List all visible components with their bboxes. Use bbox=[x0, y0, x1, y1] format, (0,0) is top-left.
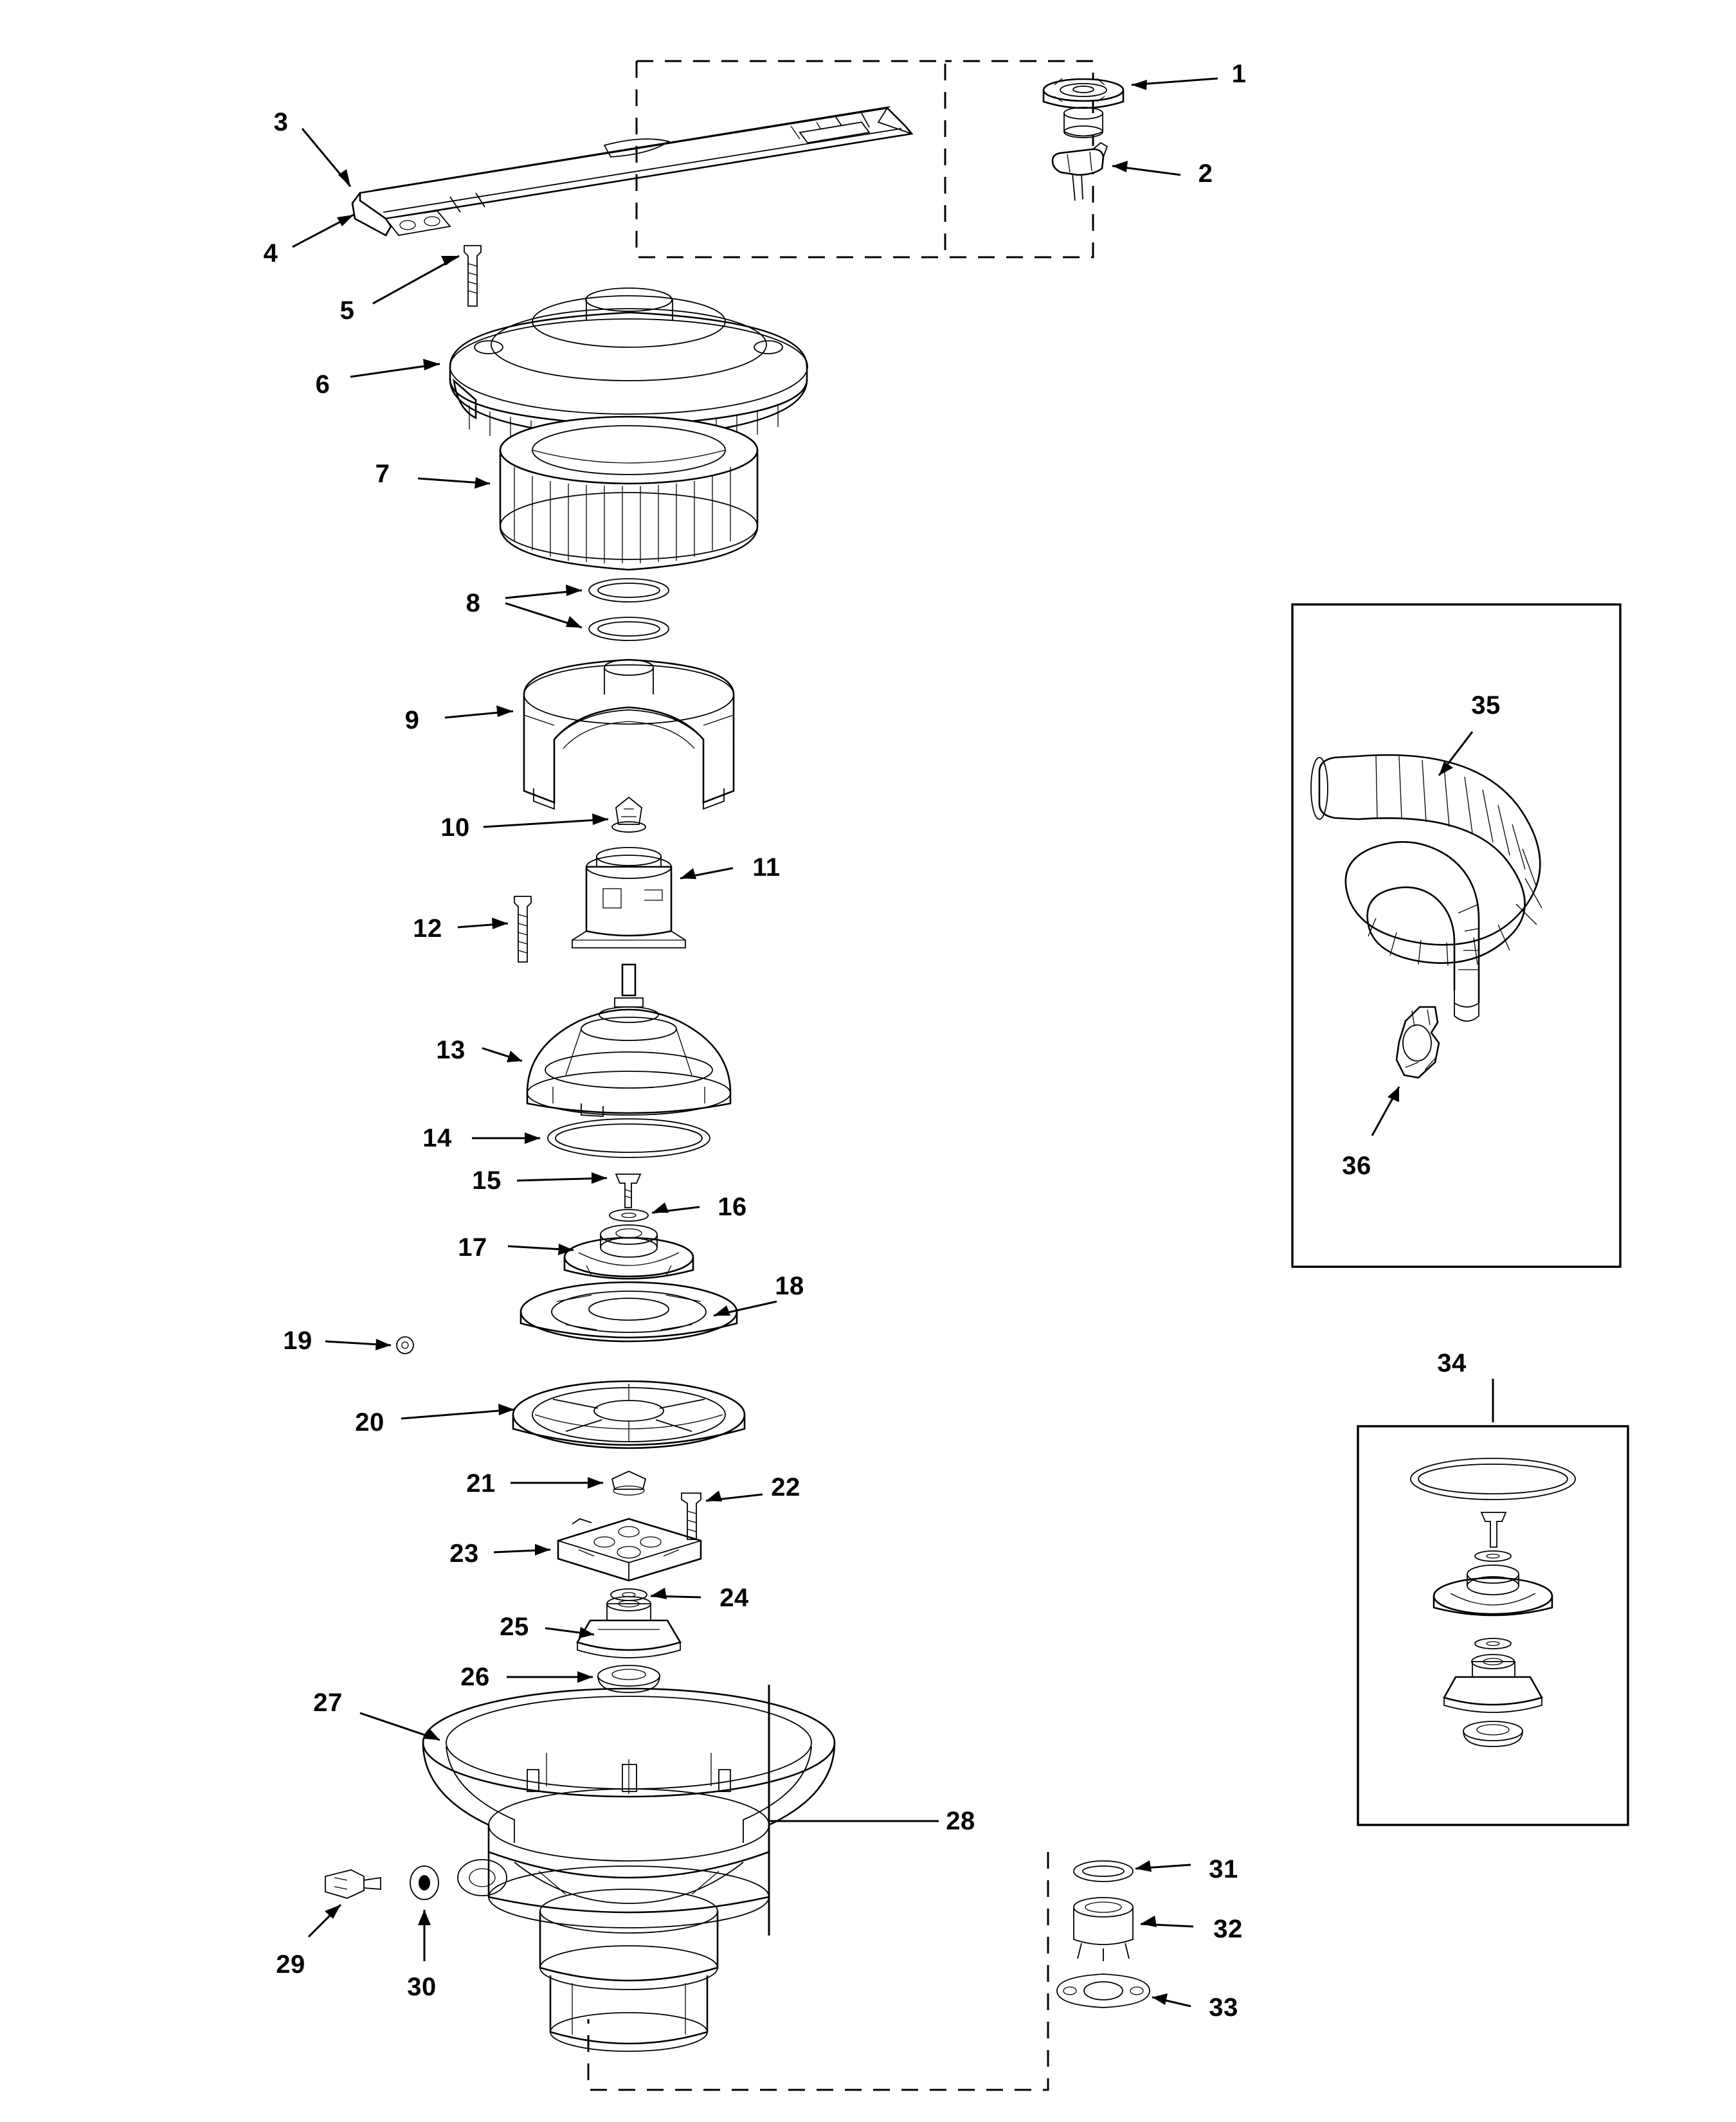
callout-28: 28 bbox=[946, 1807, 975, 1835]
callout-32: 32 bbox=[1213, 1915, 1243, 1943]
callout-20: 20 bbox=[355, 1408, 384, 1437]
callout-25: 25 bbox=[500, 1613, 529, 1641]
part-21-clip bbox=[612, 1471, 646, 1495]
part-25-seal bbox=[577, 1597, 680, 1658]
callout-23: 23 bbox=[449, 1539, 479, 1568]
callout-26: 26 bbox=[460, 1663, 490, 1691]
part-2-assembly bbox=[1053, 143, 1107, 201]
dashed-group-bottom bbox=[588, 1852, 1048, 2090]
callout-1: 1 bbox=[1231, 60, 1247, 88]
callout-10: 10 bbox=[440, 813, 470, 842]
part-15-screw bbox=[616, 1174, 640, 1208]
dashed-group-top bbox=[637, 61, 1093, 257]
callout-36: 36 bbox=[1342, 1152, 1371, 1180]
callout-34: 34 bbox=[1437, 1349, 1467, 1377]
callout-18: 18 bbox=[775, 1272, 804, 1300]
callout-29: 29 bbox=[276, 1950, 305, 1979]
leader-10 bbox=[484, 819, 608, 827]
callout-11: 11 bbox=[752, 853, 781, 882]
part-29-fitting bbox=[325, 1870, 381, 1898]
part-33-flange bbox=[1057, 1974, 1150, 2008]
part-31-oring bbox=[1074, 1861, 1133, 1882]
callout-33: 33 bbox=[1209, 1993, 1238, 2022]
part-14-oring bbox=[548, 1119, 710, 1157]
part-5-screw bbox=[464, 246, 481, 306]
part-32-check-valve bbox=[1074, 1898, 1133, 1961]
part-1-assembly bbox=[1044, 78, 1123, 138]
part-11-capacitor bbox=[572, 848, 685, 948]
part-22-screw bbox=[682, 1493, 701, 1539]
part-27-sump-motor bbox=[423, 1689, 835, 2051]
callout-19: 19 bbox=[283, 1327, 312, 1355]
callout-22: 22 bbox=[771, 1473, 800, 1501]
callout-24: 24 bbox=[719, 1584, 749, 1612]
callout-15: 15 bbox=[472, 1166, 502, 1195]
callout-13: 13 bbox=[436, 1036, 466, 1064]
callout-31: 31 bbox=[1209, 1855, 1238, 1883]
part-18-ring-plate bbox=[521, 1282, 737, 1341]
callout-6: 6 bbox=[315, 370, 330, 399]
callout-8: 8 bbox=[466, 589, 481, 617]
part-3-wash-arm bbox=[352, 107, 912, 235]
callout-27: 27 bbox=[313, 1689, 343, 1717]
callout-7: 7 bbox=[375, 460, 390, 488]
callout-4: 4 bbox=[263, 239, 278, 268]
callout-3: 3 bbox=[273, 108, 289, 136]
part-24-washer bbox=[611, 1589, 647, 1601]
part-9-bracket bbox=[524, 660, 734, 809]
part-8-seals bbox=[589, 579, 669, 640]
part-16-washer bbox=[610, 1210, 648, 1221]
part-13-pump-housing bbox=[527, 965, 730, 1116]
part-19-oring bbox=[397, 1337, 413, 1354]
part-12-screw bbox=[514, 896, 531, 962]
callout-35: 35 bbox=[1471, 691, 1501, 720]
callout-30: 30 bbox=[407, 1973, 437, 2001]
callout-14: 14 bbox=[422, 1124, 452, 1152]
part-10-clip bbox=[612, 797, 646, 832]
callout-9: 9 bbox=[404, 706, 420, 734]
part-7-impeller bbox=[500, 417, 757, 570]
callout-17: 17 bbox=[458, 1233, 487, 1262]
callout-12: 12 bbox=[413, 914, 442, 943]
part-17-impeller bbox=[565, 1225, 693, 1279]
leader-20 bbox=[401, 1410, 514, 1419]
callout-16: 16 bbox=[718, 1193, 747, 1221]
callout-5: 5 bbox=[339, 296, 355, 325]
callout-21: 21 bbox=[466, 1469, 496, 1498]
part-30-grommet bbox=[410, 1866, 439, 1900]
part-23-chopper-plate bbox=[558, 1519, 701, 1581]
part-20-base-plate bbox=[513, 1381, 745, 1448]
callout-2: 2 bbox=[1198, 159, 1213, 188]
